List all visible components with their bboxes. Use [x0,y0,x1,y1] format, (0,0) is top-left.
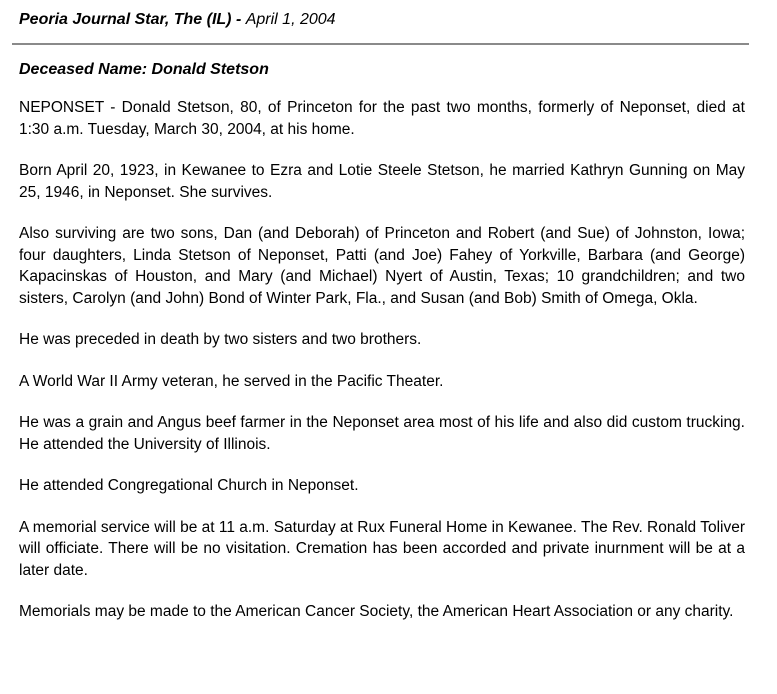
header-divider [12,43,749,45]
article-header [19,10,336,30]
publication-date: April 1, 2004 [245,11,336,28]
deceased-name: Deceased Name: Donald Stetson [19,61,269,78]
paragraph: He was a grain and Angus beef farmer in the Neponset area most of his life and also did custom trucking. He attended the University of Illinois. [19,414,745,453]
paragraph: He attended Congregational Church in Neponset. [19,477,359,494]
paragraph: Memorials may be made to the American Cancer Society, the American Heart Association or any charity. [19,603,734,620]
header-separator: - [231,11,246,28]
paragraph: A memorial service will be at 11 a.m. Saturday at Rux Funeral Home in Kewanee. The Rev. Ronald Toliver will officiate. There will be no visitation. Cremation has been accorded and private inurnment will be at a later date. [19,518,745,579]
obituary-body [19,97,745,643]
paragraph: Also surviving are two sons, Dan (and Deborah) of Princeton and Robert (and Sue) of Johnston, Iowa; four daughters, Linda Stetson of Neponset, Patti (and Joe) Fahey of Yorkville, Barbara (and George) Kapacinskas of Houston, and Mary (and Michael) Nyert of Austin, Texas; 10 grandchildren; and two sisters, Carolyn (and John) Bond of Winter Park, Fla., and Susan (and Bob) Smith of Omega, Okla. [19,225,745,307]
paragraph: He was preceded in death by two sisters and two brothers. [19,331,422,348]
newspaper-name: Peoria Journal Star, The (IL) [19,11,232,28]
paragraph: NEPONSET - Donald Stetson, 80, of Princeton for the past two months, formerly of Neponset, died at 1:30 a.m. Tuesday, March 30, 2004, at his home. [19,99,745,138]
paragraph: A World War II Army veteran, he served in the Pacific Theater. [19,372,444,390]
paragraph: Born April 20, 1923, in Kewanee to Ezra and Lotie Steele Stetson, he married Kathryn Gunning on May 25, 1946, in Neponset. She survives. [19,162,745,201]
